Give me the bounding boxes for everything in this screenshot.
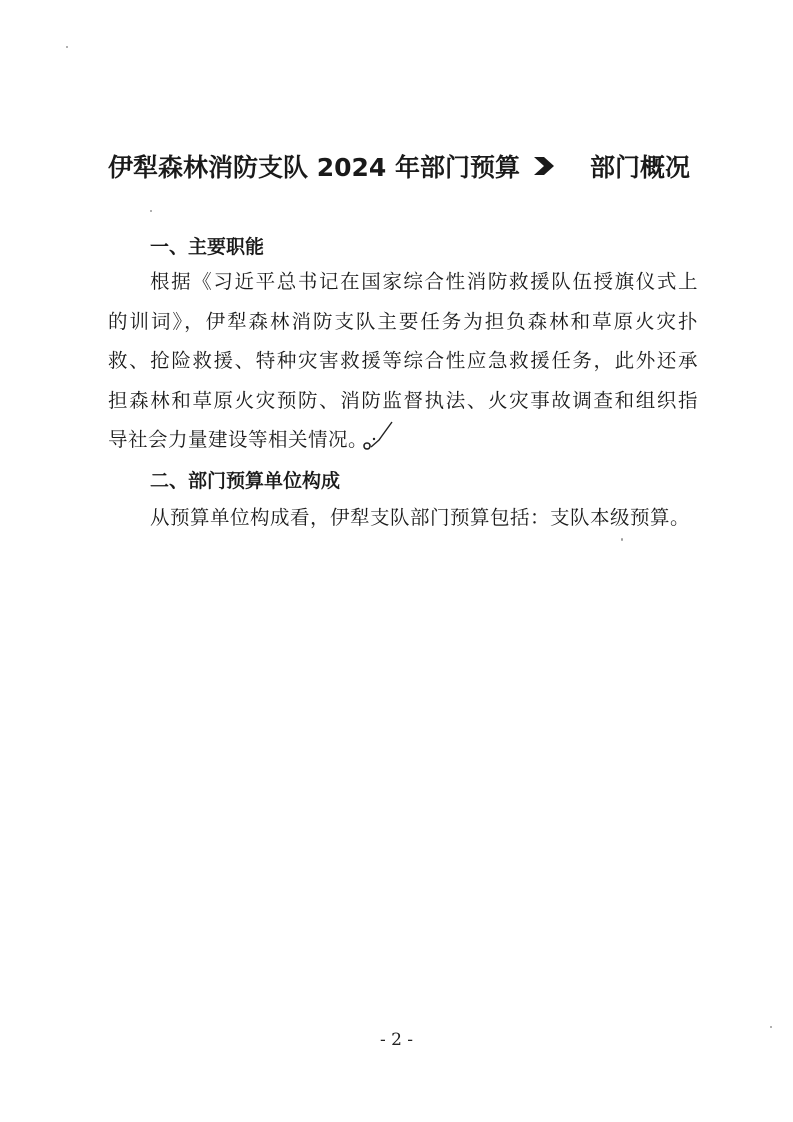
paragraph-line: 担森林和草原火灾预防、消防监督执法、火灾事故调查和组织指 [108,389,698,412]
handwritten-check-icon [352,416,396,460]
section-heading-budget-units: 二、部门预算单位构成 [150,470,341,492]
paragraph-line: 导社会力量建设等相关情况。 [108,428,369,451]
paragraph-line: 的训词》，伊犁森林消防支队主要任务为担负森林和草原火灾扑 [108,310,698,333]
document-title-row [108,146,708,186]
scan-speck [770,1026,772,1028]
scan-speck [66,46,68,48]
paragraph-line: 从预算单位构成看，伊犁支队部门预算包括：支队本级预算。 [150,506,691,529]
page-number: - 2 - [379,1030,414,1050]
document-title: 伊犁森林消防支队 2024 年部门预算 [108,153,520,182]
chevron-right-icon [532,154,556,178]
paragraph-line: 根据《习近平总书记在国家综合性消防救援队伍授旗仪式上 [150,270,698,293]
scan-speck [150,210,152,212]
section-heading-main-functions: 一、主要职能 [150,236,265,258]
paragraph-line: 救、抢险救援、特种灾害救援等综合性应急救援任务，此外还承 [108,349,698,372]
section-label: 部门概况 [590,153,691,182]
scan-speck [621,538,623,541]
